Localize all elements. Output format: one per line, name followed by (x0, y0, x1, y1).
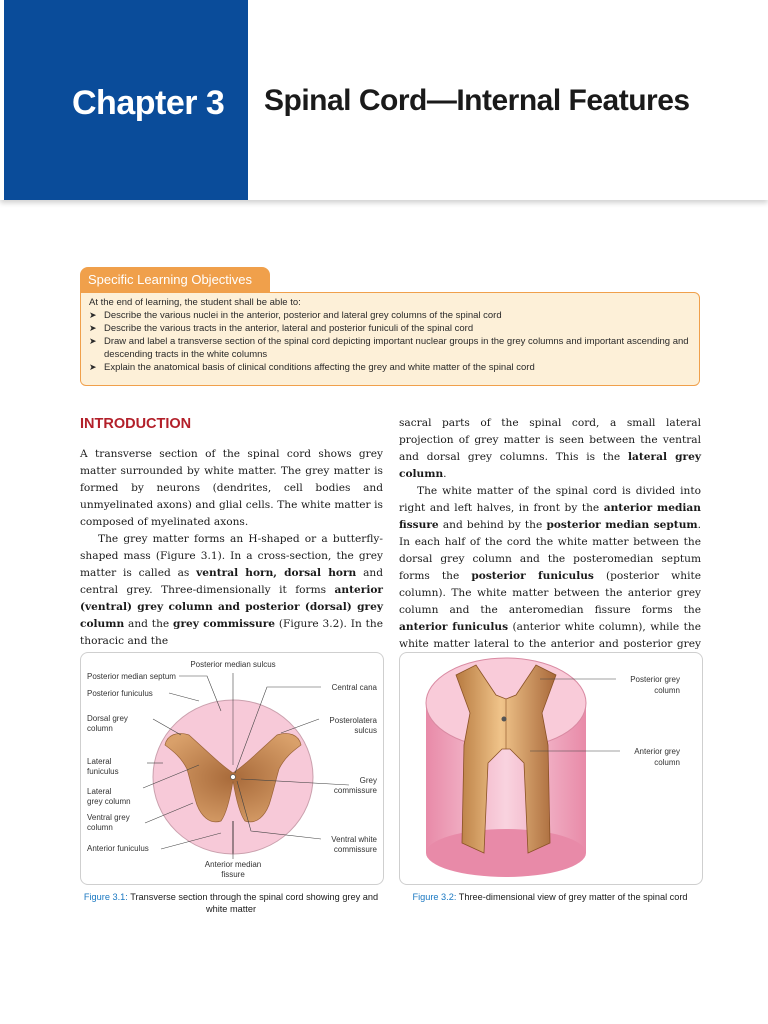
label-ventral-grey-column-2: column (87, 823, 113, 832)
figure-number: Figure 3.1: (83, 892, 128, 902)
objective-item: ➤ Draw and label a transverse section of the spinal cord depicting important nuclear groups in the grey columns and important ascending and descending tracts in the white columns (89, 336, 689, 360)
label-anterior-median-fissure-2: fissure (221, 870, 245, 879)
spinal-cord-3d-diagram (400, 653, 702, 884)
label-ventral-white-commissure-2: commissure (333, 845, 377, 854)
paragraph-1: A transverse section of the spinal cord shows grey matter surrounded by white matter. The grey matter is formed by neurons (dendrites, cell bodies and unmyelinated axons) and glial cells. The white matter is composed of myelinated axons. (80, 448, 383, 528)
label-ventral-white-commissure: Ventral white (331, 835, 377, 844)
paragraph-3: The white matter of the spinal cord is divided into right and left halves, in front by the anterior median fissure and behind by the posterior median septum. In each half of the cord the white matter between the dorsal grey column and the posteromedian septum forms the posterior funiculus (posterior white column). The white matter between the anterior grey column and the anteromedian fissure forms the anterior funiculus (anterior white column), while the white matter lateral to the anterior and posterior grey (399, 485, 701, 650)
arrow-bullet-icon: ➤ (89, 323, 97, 333)
caption-text: Transverse section through the spinal cord showing grey and white matter (130, 892, 379, 914)
label-posterior-grey-column: Posterior grey (630, 675, 680, 684)
figure-3-1-caption (80, 891, 382, 915)
objectives-intro: At the end of learning, the student shall be able to: (89, 297, 301, 308)
body-column-right (399, 415, 701, 670)
figure-number: Figure 3.2: (412, 892, 457, 902)
label-posterior-median-sulcus: Posterior median sulcus (190, 660, 276, 669)
label-posterior-median-septum: Posterior median septum (87, 672, 176, 681)
label-lateral-funiculus-2: funiculus (87, 767, 119, 776)
chapter-title: Spinal Cord—Internal Features (264, 84, 690, 117)
label-ventral-grey-column: Ventral grey (87, 813, 130, 822)
label-anterior-median-fissure: Anterior median (204, 860, 262, 869)
chapter-header (0, 0, 768, 200)
central-canal-shape (231, 775, 236, 780)
label-dorsal-grey-column-2: column (87, 724, 113, 733)
label-posterolateral-sulcus-2: sulcus (354, 726, 377, 735)
section-heading: INTRODUCTION (80, 416, 192, 432)
chapter-label: Chapter 3 (72, 84, 225, 122)
paragraph-2: The grey matter forms an H-shaped or a butterfly-shaped mass (Figure 3.1). In a cross-section, the grey matter is called as ventral horn, dorsal horn and central grey. Three-dimensionally it forms anterior (ventral) grey column and posterior (dorsal) grey column and the grey commissure (Figure 3.2). In the thoracic and the (80, 533, 383, 647)
label-lateral-grey-column-2: grey column (87, 797, 131, 806)
arrow-bullet-icon: ➤ (89, 362, 97, 372)
objectives-tab-label: Specific Learning Objectives (88, 272, 253, 287)
cord-cylinder-bottom (426, 829, 586, 877)
objectives-tab (80, 267, 270, 293)
label-posterior-funiculus: Posterior funiculus (87, 689, 153, 698)
paragraph-2-continued: sacral parts of the spinal cord, a small lateral projection of grey matter is seen between the ventral and dorsal grey columns. This is the lateral grey column. (399, 417, 701, 480)
objective-item: ➤ Describe the various nuclei in the anterior, posterior and lateral grey columns of the spinal cord (89, 310, 502, 321)
label-anterior-grey-column: Anterior grey (634, 747, 680, 756)
arrow-bullet-icon: ➤ (89, 310, 97, 320)
central-canal-shape (502, 717, 507, 722)
caption-text: Three-dimensional view of grey matter of the spinal cord (458, 892, 688, 902)
figure-3-2 (399, 652, 703, 885)
label-lateral-grey-column: Lateral (87, 787, 112, 796)
label-posterolateral-sulcus: Posterolatera (329, 716, 377, 725)
label-dorsal-grey-column: Dorsal grey (87, 714, 128, 723)
label-lateral-funiculus: Lateral (87, 757, 112, 766)
label-grey-commissure: Grey (359, 776, 377, 785)
label-grey-commissure-2: commissure (333, 786, 377, 795)
figure-3-1 (80, 652, 384, 885)
objectives-box (80, 292, 700, 386)
objective-item: ➤ Explain the anatomical basis of clinical conditions affecting the grey and white matter of the spinal cord (89, 362, 535, 373)
label-central-canal: Central cana (331, 683, 377, 692)
body-column-left (80, 446, 383, 650)
figure-3-2-caption (399, 891, 701, 903)
figure-3-2-labels (630, 675, 680, 767)
objective-item: ➤ Describe the various tracts in the anterior, lateral and posterior funiculi of the spinal cord (89, 323, 474, 334)
label-posterior-grey-column-2: column (654, 686, 680, 695)
label-anterior-grey-column-2: column (654, 758, 680, 767)
spinal-cord-transverse-section-diagram (81, 653, 383, 884)
label-anterior-funiculus: Anterior funiculus (87, 844, 149, 853)
arrow-bullet-icon: ➤ (89, 336, 97, 346)
